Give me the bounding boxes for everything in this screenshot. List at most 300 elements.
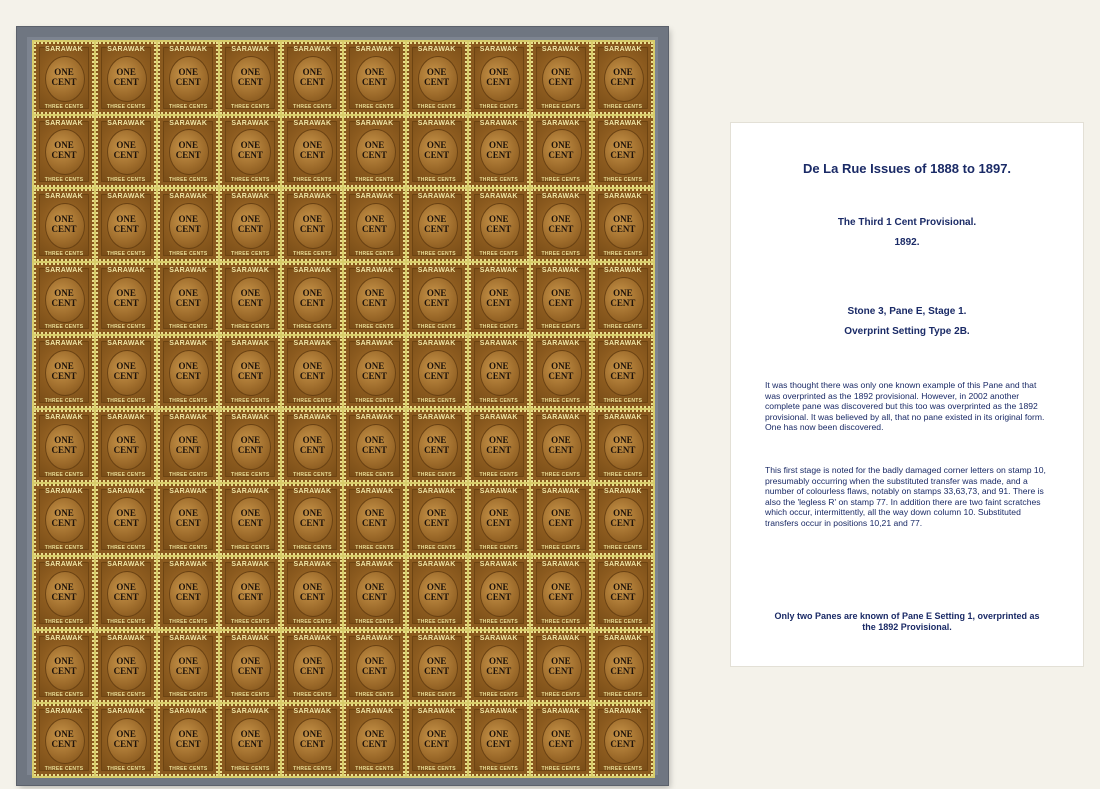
- stamp-surcharge: ONE CENT: [113, 287, 139, 308]
- stamp-country-label: SARAWAK: [355, 340, 394, 348]
- stamp: [96, 557, 156, 629]
- stamp-value-label: THREE CENTS: [479, 618, 519, 625]
- stamp-country-label: SARAWAK: [107, 634, 146, 642]
- stamp: [593, 557, 653, 629]
- stamp-country-label: SARAWAK: [541, 561, 580, 569]
- stamp: [593, 263, 653, 335]
- stamp: [407, 631, 467, 703]
- stamp-surcharge: ONE CENT: [51, 508, 77, 529]
- stamp-country-label: SARAWAK: [293, 193, 332, 201]
- stamp-surcharge: ONE CENT: [299, 140, 325, 161]
- stamp-country-label: SARAWAK: [107, 46, 146, 53]
- card-subtitle-provisional: The Third 1 Cent Provisional.: [837, 217, 977, 228]
- stamp: [96, 410, 156, 482]
- stamp: [407, 484, 467, 556]
- stamp-value-label: THREE CENTS: [231, 545, 270, 552]
- stamp-surcharge: ONE CENT: [610, 66, 636, 87]
- stamp-surcharge: ONE CENT: [424, 213, 450, 234]
- stamp: [34, 42, 94, 114]
- stamp: [531, 484, 591, 556]
- stamp-country-label: SARAWAK: [417, 266, 456, 274]
- stamp-country-label: SARAWAK: [45, 340, 83, 348]
- stamp-surcharge: ONE CENT: [610, 729, 636, 750]
- stamp-value-label: THREE CENTS: [168, 177, 208, 184]
- stamp: [96, 704, 156, 776]
- stamp-country-label: SARAWAK: [169, 193, 208, 201]
- stamp-country-label: SARAWAK: [417, 46, 456, 53]
- stamp-country-label: SARAWAK: [107, 413, 146, 421]
- stamp-country-label: SARAWAK: [293, 46, 332, 53]
- stamp-country-label: SARAWAK: [231, 708, 270, 716]
- stamp-value-label: THREE CENTS: [44, 250, 84, 257]
- stamp-surcharge: ONE CENT: [486, 361, 512, 382]
- stamp-value-label: THREE CENTS: [417, 324, 456, 331]
- stamp-surcharge: ONE CENT: [175, 655, 201, 676]
- stamp-value-label: THREE CENTS: [541, 618, 581, 625]
- stamp-value-label: THREE CENTS: [603, 765, 643, 772]
- stamp-country-label: SARAWAK: [603, 634, 642, 642]
- stamp-value-label: THREE CENTS: [603, 103, 643, 110]
- stamp-surcharge: ONE CENT: [424, 655, 450, 676]
- stamp-surcharge: ONE CENT: [610, 287, 636, 308]
- stamp-value-label: THREE CENTS: [479, 692, 519, 699]
- stamp-country-label: SARAWAK: [107, 708, 146, 716]
- stamp: [96, 189, 156, 261]
- stamp-country-label: SARAWAK: [45, 266, 83, 274]
- stamp-value-label: THREE CENTS: [541, 545, 581, 552]
- stamp-surcharge: ONE CENT: [175, 213, 201, 234]
- stamp: [282, 484, 342, 556]
- stamp-surcharge: ONE CENT: [362, 508, 388, 529]
- stamp-country-label: SARAWAK: [603, 708, 642, 716]
- stamp: [531, 116, 591, 188]
- stamp: [531, 704, 591, 776]
- stamp-surcharge: ONE CENT: [362, 581, 388, 602]
- stamp: [220, 336, 280, 408]
- stamp: [220, 484, 280, 556]
- stamp-country-label: SARAWAK: [45, 708, 83, 716]
- stamp-value-label: THREE CENTS: [231, 692, 270, 699]
- card-footer: Only two Panes are known of Pane E Setting 1, overprinted as the 1892 Provisional.: [774, 611, 1040, 632]
- stamp: [469, 631, 529, 703]
- stamp-country-label: SARAWAK: [293, 413, 332, 421]
- stamp-country-label: SARAWAK: [541, 266, 580, 274]
- stamp-value-label: THREE CENTS: [355, 765, 394, 772]
- stamp: [282, 116, 342, 188]
- stamp-country-label: SARAWAK: [231, 487, 270, 495]
- stamp: [344, 557, 404, 629]
- stamp: [469, 410, 529, 482]
- stamp-country-label: SARAWAK: [169, 561, 208, 569]
- stamp-surcharge: ONE CENT: [610, 655, 636, 676]
- stamp-surcharge: ONE CENT: [362, 140, 388, 161]
- stamp-value-label: THREE CENTS: [603, 397, 643, 404]
- stamp: [593, 410, 653, 482]
- stamp: [282, 189, 342, 261]
- stamp-value-label: THREE CENTS: [106, 545, 146, 552]
- stamp: [469, 704, 529, 776]
- stamp-surcharge: ONE CENT: [610, 434, 636, 455]
- stamp: [531, 336, 591, 408]
- stamp-value-label: THREE CENTS: [168, 618, 208, 625]
- stamp: [344, 336, 404, 408]
- stamp-surcharge: ONE CENT: [299, 361, 325, 382]
- stamp-surcharge: ONE CENT: [237, 655, 263, 676]
- stamp-country-label: SARAWAK: [541, 46, 580, 53]
- card-setting: Overprint Setting Type 2B.: [844, 326, 970, 337]
- stamp-surcharge: ONE CENT: [610, 508, 636, 529]
- stamp-value-label: THREE CENTS: [293, 618, 332, 625]
- stamp: [34, 189, 94, 261]
- stamp-surcharge: ONE CENT: [548, 66, 574, 87]
- stamp-surcharge: ONE CENT: [113, 213, 139, 234]
- stamp: [34, 484, 94, 556]
- stamp-value-label: THREE CENTS: [106, 250, 146, 257]
- stamp: [593, 189, 653, 261]
- card-stone: Stone 3, Pane E, Stage 1.: [847, 306, 967, 317]
- stamp-value-label: THREE CENTS: [479, 103, 519, 110]
- stamp: [220, 704, 280, 776]
- stamp-country-label: SARAWAK: [355, 413, 394, 421]
- stamp-country-label: SARAWAK: [479, 413, 518, 421]
- stamp-surcharge: ONE CENT: [237, 213, 263, 234]
- stamp-value-label: THREE CENTS: [44, 618, 84, 625]
- stamp-country-label: SARAWAK: [231, 46, 270, 53]
- stamp: [593, 42, 653, 114]
- stamp-surcharge: ONE CENT: [299, 287, 325, 308]
- stamp-country-label: SARAWAK: [417, 413, 456, 421]
- stamp-surcharge: ONE CENT: [237, 140, 263, 161]
- stamp: [344, 484, 404, 556]
- stamp: [407, 263, 467, 335]
- stamp-country-label: SARAWAK: [45, 413, 83, 421]
- stamp-value-label: THREE CENTS: [44, 692, 84, 699]
- stamp: [282, 557, 342, 629]
- stamp: [34, 116, 94, 188]
- stamp-value-label: THREE CENTS: [479, 397, 519, 404]
- stamp-country-label: SARAWAK: [293, 487, 332, 495]
- stamp-country-label: SARAWAK: [169, 487, 208, 495]
- stamp: [34, 336, 94, 408]
- stamp-country-label: SARAWAK: [107, 561, 146, 569]
- stamp-surcharge: ONE CENT: [424, 729, 450, 750]
- stamp-value-label: THREE CENTS: [417, 618, 456, 625]
- stamp-value-label: THREE CENTS: [417, 692, 456, 699]
- stamp-sheet: [32, 40, 655, 778]
- stamp-country-label: SARAWAK: [169, 413, 208, 421]
- stamp: [96, 631, 156, 703]
- stamp-surcharge: ONE CENT: [175, 508, 201, 529]
- stamp: [282, 42, 342, 114]
- stamp-surcharge: ONE CENT: [113, 655, 139, 676]
- stamp-value-label: THREE CENTS: [293, 765, 332, 772]
- stamp: [531, 189, 591, 261]
- stamp-value-label: THREE CENTS: [417, 397, 456, 404]
- stamp-value-label: THREE CENTS: [355, 618, 394, 625]
- stamp: [469, 557, 529, 629]
- stamp-country-label: SARAWAK: [603, 119, 642, 127]
- stamp: [531, 631, 591, 703]
- stamp-surcharge: ONE CENT: [237, 361, 263, 382]
- stamp-surcharge: ONE CENT: [175, 287, 201, 308]
- stamp: [344, 116, 404, 188]
- stamp-value-label: THREE CENTS: [541, 103, 581, 110]
- stamp-value-label: THREE CENTS: [479, 545, 519, 552]
- stamp-country-label: SARAWAK: [169, 634, 208, 642]
- stamp: [220, 263, 280, 335]
- stamp-surcharge: ONE CENT: [113, 508, 139, 529]
- stamp-country-label: SARAWAK: [107, 487, 146, 495]
- stamp-value-label: THREE CENTS: [417, 250, 456, 257]
- stamp-surcharge: ONE CENT: [299, 213, 325, 234]
- stamp-country-label: SARAWAK: [355, 119, 394, 127]
- stamp: [407, 336, 467, 408]
- stamp-country-label: SARAWAK: [355, 634, 394, 642]
- stamp-surcharge: ONE CENT: [362, 361, 388, 382]
- stamp-value-label: THREE CENTS: [479, 471, 519, 478]
- stamp-country-label: SARAWAK: [417, 708, 456, 716]
- stamp-country-label: SARAWAK: [107, 193, 146, 201]
- stamp-surcharge: ONE CENT: [51, 729, 77, 750]
- stamp-value-label: THREE CENTS: [479, 324, 519, 331]
- stamp-value-label: THREE CENTS: [417, 545, 456, 552]
- stamp: [158, 42, 218, 114]
- stamp-country-label: SARAWAK: [603, 46, 642, 53]
- stamp-surcharge: ONE CENT: [237, 508, 263, 529]
- stamp-value-label: THREE CENTS: [231, 324, 270, 331]
- stamp-country-label: SARAWAK: [479, 266, 518, 274]
- stamp-value-label: THREE CENTS: [355, 177, 394, 184]
- stamp-value-label: THREE CENTS: [231, 250, 270, 257]
- stamp-value-label: THREE CENTS: [231, 103, 270, 110]
- stamp-country-label: SARAWAK: [603, 413, 642, 421]
- stamp-value-label: THREE CENTS: [168, 250, 208, 257]
- stamp-value-label: THREE CENTS: [417, 471, 456, 478]
- stamp-value-label: THREE CENTS: [479, 250, 519, 257]
- stamp-country-label: SARAWAK: [231, 266, 270, 274]
- stamp-value-label: THREE CENTS: [293, 397, 332, 404]
- stamp-country-label: SARAWAK: [231, 340, 270, 348]
- stamp-surcharge: ONE CENT: [362, 655, 388, 676]
- stamp: [282, 410, 342, 482]
- stamp: [220, 42, 280, 114]
- stamp: [158, 410, 218, 482]
- stamp-surcharge: ONE CENT: [113, 140, 139, 161]
- stamp-country-label: SARAWAK: [417, 561, 456, 569]
- stamp: [96, 484, 156, 556]
- stamp-value-label: THREE CENTS: [603, 618, 643, 625]
- stamp-surcharge: ONE CENT: [113, 581, 139, 602]
- stamp-surcharge: ONE CENT: [113, 434, 139, 455]
- stamp: [593, 631, 653, 703]
- stamp-surcharge: ONE CENT: [610, 140, 636, 161]
- stamp-value-label: THREE CENTS: [168, 545, 208, 552]
- stamp-surcharge: ONE CENT: [486, 581, 512, 602]
- stamp: [344, 410, 404, 482]
- stamp-country-label: SARAWAK: [603, 487, 642, 495]
- stamp-value-label: THREE CENTS: [603, 545, 643, 552]
- stamp: [34, 410, 94, 482]
- stamp-surcharge: ONE CENT: [424, 66, 450, 87]
- album-mount: [17, 27, 668, 785]
- stamp-value-label: THREE CENTS: [293, 471, 332, 478]
- stamp-surcharge: ONE CENT: [548, 729, 574, 750]
- stamp: [593, 116, 653, 188]
- stamp: [34, 631, 94, 703]
- stamp: [282, 263, 342, 335]
- stamp-surcharge: ONE CENT: [548, 287, 574, 308]
- stamp-country-label: SARAWAK: [231, 119, 270, 127]
- stamp-country-label: SARAWAK: [541, 413, 580, 421]
- stamp-value-label: THREE CENTS: [168, 765, 208, 772]
- stamp-surcharge: ONE CENT: [299, 729, 325, 750]
- stamp-country-label: SARAWAK: [603, 266, 642, 274]
- stamp-country-label: SARAWAK: [107, 340, 146, 348]
- stamp-surcharge: ONE CENT: [299, 581, 325, 602]
- stamp-value-label: THREE CENTS: [44, 397, 84, 404]
- stamp-value-label: THREE CENTS: [355, 103, 394, 110]
- stamp-surcharge: ONE CENT: [237, 581, 263, 602]
- stamp: [282, 631, 342, 703]
- stamp-surcharge: ONE CENT: [299, 66, 325, 87]
- stamp-country-label: SARAWAK: [169, 266, 208, 274]
- stamp: [344, 189, 404, 261]
- stamp-value-label: THREE CENTS: [541, 250, 581, 257]
- stamp-surcharge: ONE CENT: [51, 140, 77, 161]
- stamp-country-label: SARAWAK: [603, 340, 642, 348]
- stamp-country-label: SARAWAK: [355, 266, 394, 274]
- stamp: [469, 42, 529, 114]
- stamp-surcharge: ONE CENT: [548, 655, 574, 676]
- stamp-surcharge: ONE CENT: [486, 434, 512, 455]
- stamp-surcharge: ONE CENT: [299, 655, 325, 676]
- stamp-surcharge: ONE CENT: [610, 581, 636, 602]
- stamp-country-label: SARAWAK: [479, 340, 518, 348]
- stamp-country-label: SARAWAK: [45, 561, 83, 569]
- stamp-country-label: SARAWAK: [355, 193, 394, 201]
- stamp-surcharge: ONE CENT: [424, 287, 450, 308]
- stamp-country-label: SARAWAK: [355, 708, 394, 716]
- stamp: [407, 116, 467, 188]
- stamp-country-label: SARAWAK: [355, 487, 394, 495]
- stamp-country-label: SARAWAK: [479, 708, 518, 716]
- stamp-surcharge: ONE CENT: [51, 655, 77, 676]
- stamp-value-label: THREE CENTS: [106, 765, 146, 772]
- stamp: [344, 42, 404, 114]
- stamp-value-label: THREE CENTS: [541, 397, 581, 404]
- stamp: [407, 410, 467, 482]
- stamp-value-label: THREE CENTS: [417, 177, 456, 184]
- stamp-value-label: THREE CENTS: [417, 103, 456, 110]
- stamp-value-label: THREE CENTS: [417, 765, 456, 772]
- stamp-country-label: SARAWAK: [479, 487, 518, 495]
- stamp: [593, 336, 653, 408]
- stamp-country-label: SARAWAK: [293, 266, 332, 274]
- stamp: [282, 336, 342, 408]
- stamp-surcharge: ONE CENT: [424, 508, 450, 529]
- stamp-value-label: THREE CENTS: [106, 397, 146, 404]
- stamp-value-label: THREE CENTS: [603, 324, 643, 331]
- stamp-country-label: SARAWAK: [355, 46, 394, 53]
- stamp-surcharge: ONE CENT: [175, 66, 201, 87]
- stamp-country-label: SARAWAK: [45, 119, 83, 127]
- stamp-country-label: SARAWAK: [541, 487, 580, 495]
- stamp: [531, 263, 591, 335]
- stamp-value-label: THREE CENTS: [168, 324, 208, 331]
- stamp-surcharge: ONE CENT: [424, 361, 450, 382]
- stamp-value-label: THREE CENTS: [355, 324, 394, 331]
- stamp-country-label: SARAWAK: [603, 193, 642, 201]
- stamp: [344, 704, 404, 776]
- stamp-country-label: SARAWAK: [231, 193, 270, 201]
- stamp-value-label: THREE CENTS: [231, 177, 270, 184]
- stamp-surcharge: ONE CENT: [51, 581, 77, 602]
- stamp: [344, 263, 404, 335]
- stamp-surcharge: ONE CENT: [299, 434, 325, 455]
- stamp-surcharge: ONE CENT: [548, 140, 574, 161]
- stamp-value-label: THREE CENTS: [44, 471, 84, 478]
- stamp-surcharge: ONE CENT: [299, 508, 325, 529]
- stamp: [469, 116, 529, 188]
- stamp-country-label: SARAWAK: [231, 561, 270, 569]
- stamp: [96, 116, 156, 188]
- card-paragraph-history: It was thought there was only one known example of this Pane and that was overprinted as the 1892 provisional. However, in 2002 another complete pane was discovered but this too was overprinted as the 1892 provisional. It was believed by all, that no pane existed in its original form. One has now been discovered.: [765, 380, 1045, 433]
- stamp-surcharge: ONE CENT: [486, 140, 512, 161]
- stamp-surcharge: ONE CENT: [424, 434, 450, 455]
- stamp: [593, 484, 653, 556]
- stamp-country-label: SARAWAK: [293, 708, 332, 716]
- stamp-surcharge: ONE CENT: [486, 287, 512, 308]
- stamp: [282, 704, 342, 776]
- stamp-value-label: THREE CENTS: [44, 103, 84, 110]
- stamp-value-label: THREE CENTS: [479, 177, 519, 184]
- stamp: [158, 189, 218, 261]
- stamp: [158, 336, 218, 408]
- stamp-surcharge: ONE CENT: [237, 434, 263, 455]
- stamp-country-label: SARAWAK: [45, 487, 83, 495]
- card-paragraph-flaws: This first stage is noted for the badly damaged corner letters on stamp 10, presumably occurring when the substituted transfer was made, and a number of colourless flaws, notably on stamps 33,63,73, and 91. There is also the 'legless R' on stamp 77. In addition there are two faint scratches which occur, intermittently, all the way down column 10. Substituted transfers occur in positions 10,21 and 77.: [765, 465, 1046, 528]
- stamp: [220, 410, 280, 482]
- stamp-country-label: SARAWAK: [417, 634, 456, 642]
- stamp-country-label: SARAWAK: [231, 413, 270, 421]
- stamp-value-label: THREE CENTS: [541, 692, 581, 699]
- stamp-surcharge: ONE CENT: [362, 287, 388, 308]
- stamp-country-label: SARAWAK: [417, 487, 456, 495]
- stamp-country-label: SARAWAK: [169, 708, 208, 716]
- stamp-surcharge: ONE CENT: [610, 213, 636, 234]
- stamp-value-label: THREE CENTS: [168, 692, 208, 699]
- stamp: [531, 42, 591, 114]
- stamp-country-label: SARAWAK: [107, 266, 146, 274]
- stamp-value-label: THREE CENTS: [603, 471, 643, 478]
- stamp-value-label: THREE CENTS: [106, 324, 146, 331]
- stamp-value-label: THREE CENTS: [168, 397, 208, 404]
- stamp-country-label: SARAWAK: [479, 634, 518, 642]
- stamp-value-label: THREE CENTS: [541, 324, 581, 331]
- stamp: [220, 631, 280, 703]
- stamp: [158, 116, 218, 188]
- stamp-surcharge: ONE CENT: [548, 581, 574, 602]
- stamp-value-label: THREE CENTS: [293, 692, 332, 699]
- stamp: [158, 557, 218, 629]
- stamp-surcharge: ONE CENT: [51, 361, 77, 382]
- stamp-value-label: THREE CENTS: [106, 103, 146, 110]
- stamp-value-label: THREE CENTS: [168, 471, 208, 478]
- stamp-surcharge: ONE CENT: [113, 729, 139, 750]
- stamp-country-label: SARAWAK: [541, 340, 580, 348]
- stamp-country-label: SARAWAK: [479, 46, 518, 53]
- stamp-value-label: THREE CENTS: [106, 471, 146, 478]
